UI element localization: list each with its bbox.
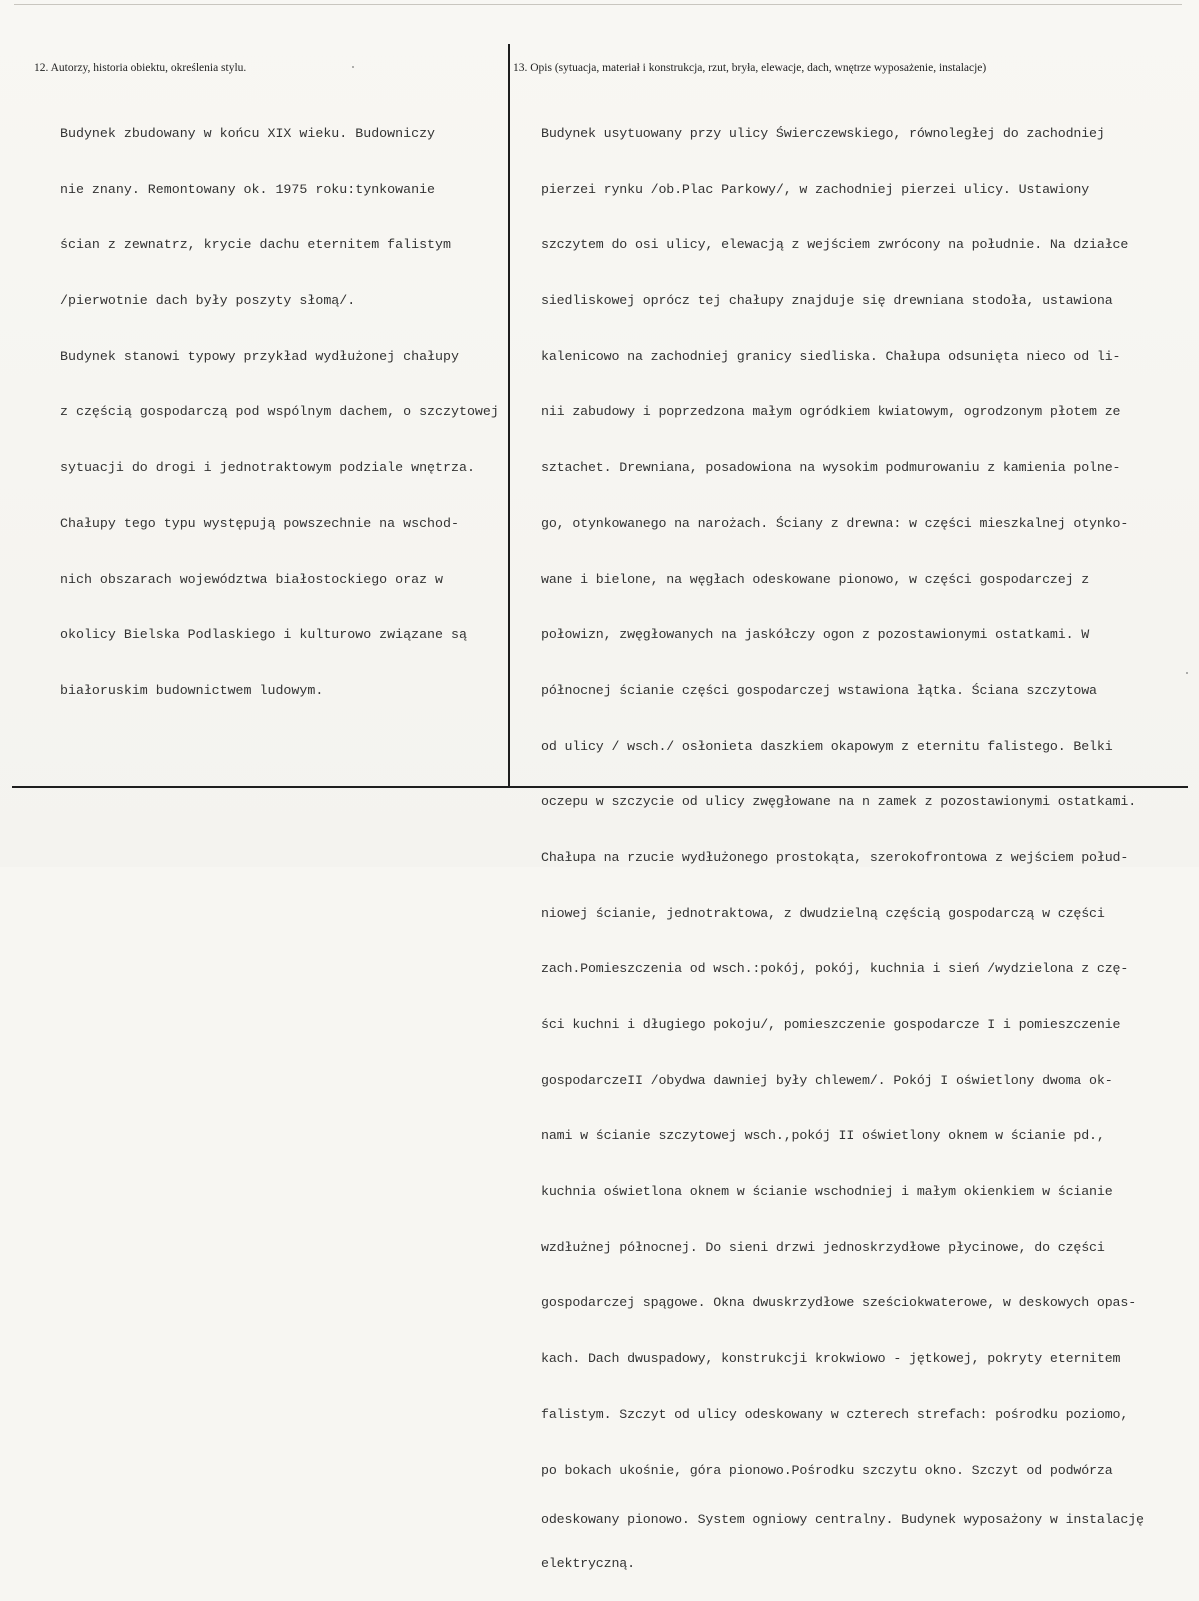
typed-line: po bokach ukośnie, góra pionowo.Pośrodku szczytu okno. Szczyt od podwórza (541, 1462, 1113, 1478)
typed-line: Budynek zbudowany w końcu XIX wieku. Budowniczy (60, 126, 436, 141)
typed-line: elektryczną. (541, 1556, 635, 1572)
typed-line: szczytem do osi ulicy, elewacją z wejściem zwrócony na południe. Na działce (541, 237, 1129, 253)
section-12-heading: 12. Autorzy, historia obiektu, określenia stylu. (34, 62, 247, 74)
typed-line: północnej ścianie części gospodarczej wstawiona łątka. Ściana szczytowa (541, 682, 1097, 698)
typed-line: Chałupy tego typu występują powszechnie na wschod- (60, 515, 459, 531)
section-13-body (541, 91, 1144, 1601)
typed-line: sytuacji do drogi i jednotraktowym podziale wnętrza. (60, 460, 475, 476)
typed-line: nami w ścianie szczytowej wsch.,pokój II oświetlony oknem w ścianie pd., (541, 1128, 1105, 1144)
typed-line: kuchnia oświetlona oknem w ścianie wschodniej i małym okienkiem w ścianie (541, 1184, 1113, 1200)
typed-line: białoruskim budownictwem ludowym. (60, 682, 324, 698)
top-border-line (14, 4, 1182, 5)
typed-line: siedliskowej oprócz tej chałupy znajduje się drewniana stodoła, ustawiona (541, 293, 1113, 309)
typed-line: ści kuchni i długiego pokoju/, pomieszczenie gospodarcze I i pomieszczenie (541, 1017, 1121, 1032)
typed-line: kalenicowo na zachodniej granicy siedliska. Chałupa odsunięta nieco od li- (541, 348, 1121, 364)
typed-line: zach.Pomieszczenia od wsch.:pokój, pokój, kuchnia i sień /wydzielona z czę- (541, 961, 1129, 977)
typed-line: wane i bielone, na węgłach odeskowane pionowo, w części gospodarczej z (541, 571, 1090, 587)
typed-line: ścian z zewnatrz, krycie dachu eternitem falistym (60, 237, 451, 253)
typed-line: połowizn, zwęgłowanych na jaskółczy ogon z pozostawionymi ostatkami. W (541, 627, 1090, 643)
typed-line: niowej ścianie, jednotraktowa, z dwudzielną częścią gospodarczą w części (541, 905, 1105, 921)
paper-speck (1186, 672, 1188, 674)
typed-line: odeskowany pionowo. System ogniowy centralny. Budynek wyposażony w instalację (541, 1512, 1144, 1528)
typed-line: okolicy Bielska Podlaskiego i kulturowo związane są (60, 627, 467, 643)
typed-line: nii zabudowy i poprzedzona małym ogródkiem kwiatowym, ogrodzonym płotem ze (541, 404, 1121, 420)
typed-line: Budynek usytuowany przy ulicy Świerczewskiego, równoległej do zachodniej (541, 126, 1105, 141)
typed-line: gospodarczej spągowe. Okna dwuskrzydłowe sześciokwaterowe, w deskowych opas- (541, 1295, 1137, 1311)
typed-line: Budynek stanowi typowy przykład wydłużonej chałupy (60, 348, 459, 364)
section-13-heading: 13. Opis (sytuacja, materiał i konstrukcja, rzut, bryła, elewacje, dach, wnętrze wyposażenie, instalacje) (513, 62, 987, 74)
typed-line: z częścią gospodarczą pod wspólnym dachem, o szczytowej (60, 404, 499, 420)
bottom-border-line (12, 786, 1188, 788)
typed-line: pierzei rynku /ob.Plac Parkowy/, w zachodniej pierzei ulicy. Ustawiony (541, 181, 1090, 197)
typed-line: sztachet. Drewniana, posadowiona na wysokim podmurowaniu z kamienia polne- (541, 460, 1121, 476)
section-12-body (60, 91, 499, 734)
typed-line: oczepu w szczycie od ulicy zwęgłowane na n zamek z pozostawionymi ostatkami. (541, 794, 1137, 810)
typed-line: nich obszarach województwa białostockiego oraz w (60, 571, 444, 587)
paper-speck (352, 66, 354, 68)
typed-line: falistym. Szczyt od ulicy odeskowany w czterech strefach: pośrodku poziomo, (541, 1406, 1129, 1422)
typed-line: gospodarczeII /obydwa dawniej były chlewem/. Pokój I oświetlony dwoma ok- (541, 1072, 1113, 1088)
typed-line: go, otynkowanego na narożach. Ściany z drewna: w części mieszkalnej otynko- (541, 515, 1129, 531)
typed-line: Chałupa na rzucie wydłużonego prostokąta, szerokofrontowa z wejściem połud- (541, 849, 1129, 865)
typed-line: wzdłużnej północnej. Do sieni drzwi jednoskrzydłowe płycinowe, do części (541, 1239, 1105, 1255)
typed-line: od ulicy / wsch./ osłonieta daszkiem okapowym z eternitu falistego. Belki (541, 738, 1113, 754)
typed-line: /pierwotnie dach były poszyty słomą/. (60, 293, 356, 309)
typed-line: nie znany. Remontowany ok. 1975 roku:tynkowanie (60, 181, 436, 197)
column-divider (508, 44, 510, 786)
typed-line: kach. Dach dwuspadowy, konstrukcji krokwiowo - jętkowej, pokryty eternitem (541, 1351, 1121, 1367)
